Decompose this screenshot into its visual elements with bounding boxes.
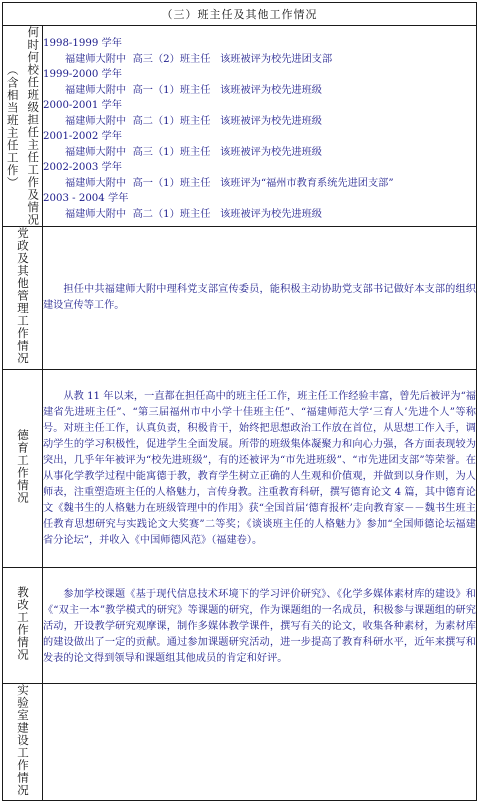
row-label-moral-education	[3, 369, 43, 567]
section-title: （三）班主任及其他工作情况	[3, 3, 477, 26]
label-class-teacher: 何时何校任班级担任主任工作及情况	[26, 26, 41, 226]
entry-year: 2002-2003 学年	[43, 162, 122, 173]
entry-year: 1999-2000 学年	[43, 69, 122, 80]
entry-detail: 福建师大附中 高一（1）班主任 该班被评为校先进班级	[65, 84, 322, 96]
row-label-party-management	[3, 227, 43, 370]
work-record-table	[2, 2, 477, 801]
row-class-teacher	[3, 26, 477, 227]
label-teaching-reform: 教改工作情况	[16, 585, 30, 661]
entry-year: 2001-2002 学年	[43, 131, 122, 142]
entry-year: 1998-1999 学年	[43, 38, 122, 49]
entry-year: 2000-2001 学年	[43, 100, 122, 111]
row-party-management	[3, 227, 477, 370]
party-management-text: 担任中共福建师大附中理科党支部宣传委员，能积极主动协助党支部书记做好本支部的组织建设宣传等工作。	[43, 283, 476, 311]
lab-construction-content	[43, 683, 477, 801]
entry-year: 2003 - 2004 学年	[43, 193, 129, 204]
entry-detail: 福建师大附中 高二（1）班主任 该班被评为校先进班级	[65, 115, 322, 127]
entry-detail: 福建师大附中 高一（1）班主任 该班评为“福州市教育系统先进团支部”	[65, 177, 394, 189]
row-label-class-teacher	[3, 26, 43, 227]
entry-detail: 福建师大附中 高三（2）班主任 该班被评为校先进团支部	[65, 53, 333, 65]
title-row	[3, 3, 477, 26]
label-class-teacher-sub: （含相当班主任工作）	[5, 63, 20, 189]
entry-detail: 福建师大附中 高三（1）班主任 该班被评为校先进班级	[65, 146, 322, 158]
label-lab-construction: 实验室建设工作情况	[16, 683, 30, 796]
row-label-lab-construction	[3, 683, 43, 801]
row-label-teaching-reform	[3, 567, 43, 683]
class-teacher-entries	[43, 26, 477, 227]
label-party-management: 党政及其他管理工作情况	[16, 227, 30, 365]
party-management-content	[43, 227, 477, 370]
entry-detail: 福建师大附中 高二（1）班主任 该班被评为校先进班级	[65, 208, 322, 220]
row-teaching-reform	[3, 567, 477, 683]
teaching-reform-content	[43, 567, 477, 683]
moral-education-content	[43, 369, 477, 567]
label-moral-education: 德育工作情况	[16, 428, 30, 504]
teaching-reform-text: 参加学校课题《基于现代信息技术环境下的学习评价研究》、《化学多媒体素材库的建设》和《“双主一本”教学模式的研究》等课题的研究，作为课题组的一名成员，积极参与课题组的研究活动，开设教学研究观摩课，制作多媒体教学课件，撰写有关的论文，收集各种素材，为素材库的建设做出了一定的贡献。通过参加课题研究活动，进一步提高了教育科研水平，近年来撰写和发表的论文得到领导和课题组其他成员的肯定和好评。	[43, 589, 476, 664]
row-lab-construction	[3, 683, 477, 801]
moral-education-text: 从教 11 年以来，一直都在担任高中的班主任工作，班主任工作经验丰富，曾先后被评为“福建省先进班主任”、“第三届福州市中小学十佳班主任”、“福建师范大学‘三育人’先进个人”等称号。对班主任工作，认真负责，积极肯干，始终把思想政治工作放在首位，从思想工作入手，调动学生的学习积极性，促进学生全面发展。所带的班级集体凝聚力和向心力强，各方面表现较为突出，几乎年年被评为“校先进班级”，有的还被评为“市先进班级”、“市先进团支部”等荣誉。在从事化学教学过程中能寓德于教，教育学生树立正确的人生观和价值观，并做到以身作则，为人师表，注重塑造班主任的人格魅力，言传身教。注重教育科研，撰写德育论文 4 篇，其中德育论文《魏书生的人格魅力在班级管理中的作用》获“全国首届‘德育报杯’走向教育家－－魏书生班主任教育思想研究与实践论文大奖赛”二等奖；《谈谈班主任的人格魅力》参加“全国师德论坛福建省分论坛”，并收入《中国师德风范》（福建卷）。	[43, 391, 476, 546]
row-moral-education	[3, 369, 477, 567]
